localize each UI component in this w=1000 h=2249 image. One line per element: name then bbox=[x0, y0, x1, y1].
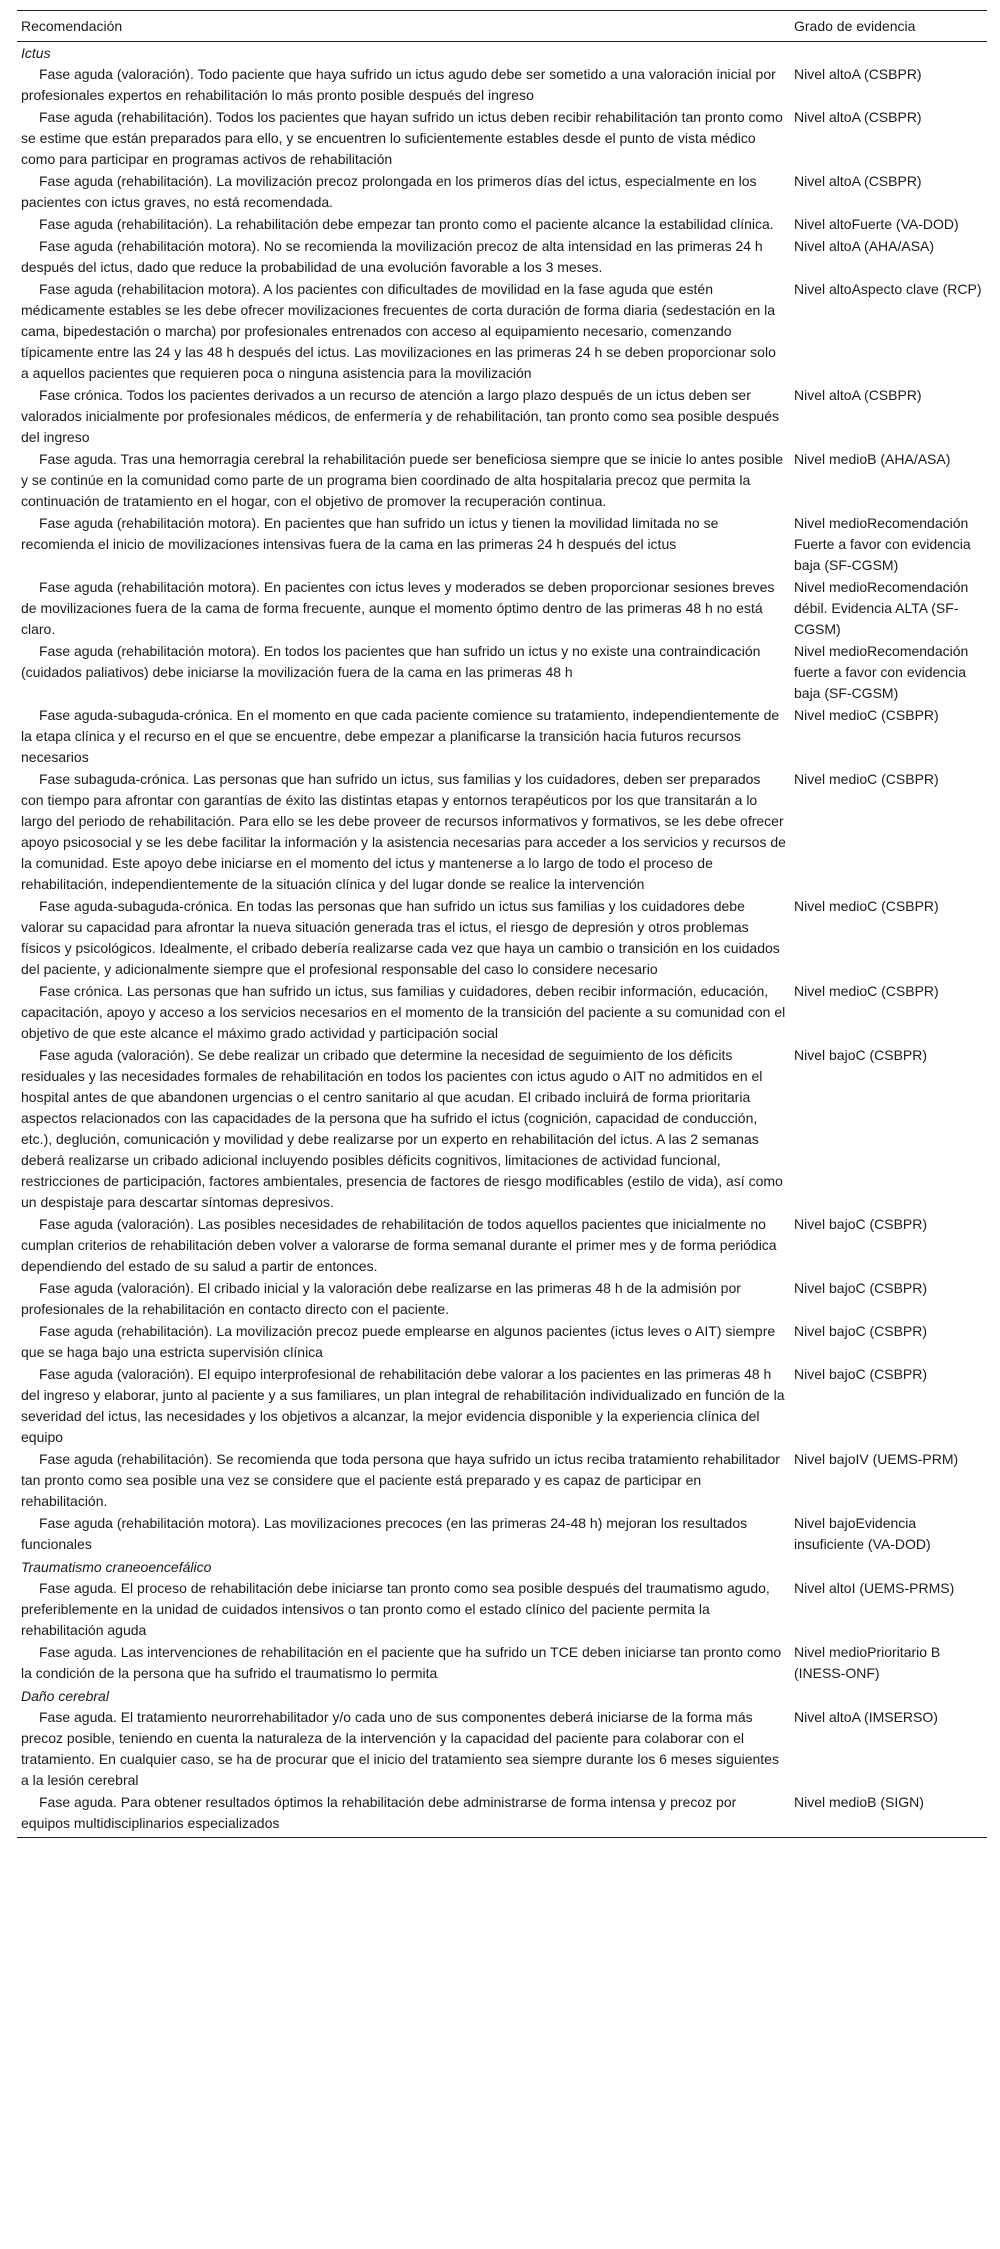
table-row bbox=[17, 1578, 987, 1642]
recommendation-text: Fase aguda-subaguda-crónica. En todas las personas que han sufrido un ictus sus familias y los cuidadores debe valorar su capacidad para afrontar la nueva situación generada tras el ictus, el riesgo de depresión y otros problemas físicos y psicológicos. Idealmente, el cribado debería realizarse cada vez que haya un cambio o transición en los cuidados del paciente, y adicionalmente siempre que el profesional responsable del caso lo considere necesario bbox=[21, 898, 780, 977]
recommendation-text: Fase aguda. Las intervenciones de rehabilitación en el paciente que ha sufrido un TCE deben iniciarse tan pronto como la condición de la persona que ha sufrido el traumatismo lo permita bbox=[21, 1644, 782, 1681]
table-row bbox=[17, 1364, 987, 1449]
recommendation-text: Fase aguda. El tratamiento neurorrehabilitador y/o cada uno de sus componentes deberá iniciarse de la forma más precoz posible, teniendo en cuenta la naturaleza de la intervención y la capacidad del paciente para colaborar con el tratamiento. En cualquier caso, se ha de procurar que el inicio del tratamiento sea siempre durante los 6 meses siguientes a la lesión cerebral bbox=[21, 1709, 779, 1788]
table-row bbox=[17, 896, 987, 981]
header-evidence-grade: Grado de evidencia bbox=[790, 11, 987, 42]
recommendation-text: Fase crónica. Todos los pacientes derivados a un recurso de atención a largo plazo después de un ictus deben ser valorados inicialmente por profesionales médicos, de enfermería y de rehabilitación, tan pronto como sea posible después del ingreso bbox=[21, 387, 779, 445]
evidence-grade: Nivel bajoIV (UEMS-PRM) bbox=[794, 1451, 959, 1467]
table-row bbox=[17, 64, 987, 107]
recommendation-text: Fase subaguda-crónica. Las personas que han sufrido un ictus, sus familias y los cuidadores, deben ser preparados con tiempo para afrontar con garantías de éxito las distintas etapas y entornos terapéuticos por los que transitarán a lo largo del periodo de rehabilitación. Para ello se les debe proveer de recursos informativos y formativos, se les debe ofrecer apoyo psicosocial y se les debe facilitar la información y la asistencia necesarias para acceder a los servicios y recursos de la comunidad. Este apoyo debe iniciarse en el momento del ictus y mantenerse a lo largo de todo el proceso de rehabilitación, independientemente de la situación clínica y del lugar donde se realice la intervención bbox=[21, 771, 786, 892]
evidence-grade: Nivel medioC (CSBPR) bbox=[794, 707, 939, 723]
section-row bbox=[17, 1556, 987, 1578]
evidence-grade: Nivel bajoC (CSBPR) bbox=[794, 1216, 928, 1232]
recommendation-text: Fase aguda (valoración). El cribado inicial y la valoración debe realizarse en las primeras 48 h de la admisión por profesionales de la rehabilitación en contacto directo con el paciente. bbox=[21, 1280, 741, 1317]
table-row bbox=[17, 1449, 987, 1513]
recommendation-text: Fase crónica. Las personas que han sufrido un ictus, sus familias y cuidadores, deben recibir información, educación, capacitación, apoyo y acceso a los servicios necesarios en el momento de la transición del paciente a su comunidad con el objetivo de que este alcance el máximo grado actividad y participación social bbox=[21, 983, 786, 1041]
recommendation-text: Fase aguda. El proceso de rehabilitación debe iniciarse tan pronto como sea posible después del traumatismo agudo, preferiblemente en la unidad de cuidados intensivos o tan pronto como el estado clínico del paciente permita la rehabilitación aguda bbox=[21, 1580, 770, 1638]
recommendation-text: Fase aguda (rehabilitación). La rehabilitación debe empezar tan pronto como el paciente alcance la estabilidad clínica. bbox=[39, 216, 774, 232]
recommendation-text: Fase aguda (rehabilitación). Todos los pacientes que hayan sufrido un ictus deben recibir rehabilitación tan pronto como se estime que están preparados para ello, y se encuentren lo suficientemente estables desde el punto de vista médico como para participar en programas activos de rehabilitación bbox=[21, 109, 783, 167]
table-row bbox=[17, 1792, 987, 1838]
evidence-grade: Nivel altoA (CSBPR) bbox=[794, 109, 922, 125]
evidence-grade: Nivel medioC (CSBPR) bbox=[794, 983, 939, 999]
section-title: Ictus bbox=[21, 45, 51, 61]
table-row bbox=[17, 641, 987, 705]
table-header bbox=[17, 11, 987, 42]
table-row bbox=[17, 577, 987, 641]
recommendation-text: Fase aguda (rehabilitación). Se recomienda que toda persona que haya sufrido un ictus reciba tratamiento rehabilitador tan pronto como sea posible una vez se considere que el paciente está preparado y es capaz de participar en rehabilitación. bbox=[21, 1451, 780, 1509]
evidence-grade: Nivel bajoC (CSBPR) bbox=[794, 1323, 928, 1339]
recommendation-text: Fase aguda-subaguda-crónica. En el momento en que cada paciente comience su tratamiento, independientemente de la etapa clínica y el recurso en el que se encuentre, debe empezar a planificarse la transición hacia futuros recursos necesarios bbox=[21, 707, 780, 765]
evidence-grade: Nivel bajoEvidencia insuficiente (VA-DOD) bbox=[794, 1515, 931, 1552]
table-row bbox=[17, 171, 987, 214]
recommendation-text: Fase aguda (valoración). Se debe realizar un cribado que determine la necesidad de seguimiento de los déficits residuales y las necesidades formales de rehabilitación en todos los pacientes con ictus agudo o AIT no admitidos en el hospital antes de que abandonen urgencias o el centro sanitario al que acudan. El cribado incluirá de forma prioritaria aspectos relacionados con las capacidades de la persona que ha sufrido el ictus (cognición, capacidad de conducción, etc.), deglución, comunicación y movilidad y debe realizarse por un experto en rehabilitación del ictus. A las 2 semanas deberá realizarse un cribado adicional incluyendo posibles déficits cognitivos, limitaciones de actividad funcional, restricciones de participación, factores ambientales, presencia de factores de riesgo modificables (estilo de vida), así como un despistaje para descartar síntomas depresivos. bbox=[21, 1047, 783, 1210]
table-row bbox=[17, 279, 987, 385]
evidence-grade: Nivel medioRecomendación débil. Evidencia ALTA (SF-CGSM) bbox=[794, 579, 969, 637]
evidence-grade: Nivel medioPrioritario B (INESS-ONF) bbox=[794, 1644, 941, 1681]
recommendations-table bbox=[17, 10, 987, 1838]
evidence-grade: Nivel altoI (UEMS-PRMS) bbox=[794, 1580, 955, 1596]
evidence-grade: Nivel altoA (IMSERSO) bbox=[794, 1709, 938, 1725]
table-row bbox=[17, 1513, 987, 1556]
recommendation-text: Fase aguda (rehabilitación). La movilización precoz puede emplearse en algunos pacientes (ictus leves o AIT) siempre que se haga bajo una estricta supervisión clínica bbox=[21, 1323, 776, 1360]
table-row bbox=[17, 107, 987, 171]
table-row bbox=[17, 769, 987, 896]
recommendation-text: Fase aguda. Tras una hemorragia cerebral la rehabilitación puede ser beneficiosa siempre que se inicie lo antes posible y se continúe en la comunidad como parte de un programa bien coordinado de alta hospitalaria precoz que permita la continuación de tratamiento en el hogar, con el objetivo de promover la recuperación continua. bbox=[21, 451, 783, 509]
evidence-grade: Nivel altoA (CSBPR) bbox=[794, 173, 922, 189]
section-title: Traumatismo craneoencefálico bbox=[21, 1559, 212, 1575]
evidence-grade: Nivel bajoC (CSBPR) bbox=[794, 1280, 928, 1296]
recommendation-text: Fase aguda (rehabilitacion motora). A los pacientes con dificultades de movilidad en la fase aguda que estén médicamente estables se les debe ofrecer movilizaciones frecuentes de corta duración de forma diaria (sedestación en la cama, bipedestación o marcha) por profesionales entrenados con acceso al equipamiento necesario, comenzando típicamente entre las 24 y las 48 h después del ictus. Las movilizaciones en las primeras 24 h se deben proporcionar solo a aquellos pacientes que requieren poca o ninguna asistencia para la movilización bbox=[21, 281, 776, 381]
table-row bbox=[17, 449, 987, 513]
recommendation-text: Fase aguda (rehabilitación motora). Las movilizaciones precoces (en las primeras 24-48 h) mejoran los resultados funcionales bbox=[21, 1515, 748, 1552]
recommendation-text: Fase aguda (rehabilitación motora). En pacientes con ictus leves y moderados se deben proporcionar sesiones breves de movilizaciones fuera de la cama de forma frecuente, aunque el momento óptimo dentro de las primeras 48 h no está claro. bbox=[21, 579, 775, 637]
recommendation-text: Fase aguda (rehabilitación motora). No se recomienda la movilización precoz de alta intensidad en las primeras 24 h después del ictus, dado que reduce la probabilidad de una evolución favorable a los 3 meses. bbox=[21, 238, 763, 275]
evidence-grade: Nivel medioC (CSBPR) bbox=[794, 898, 939, 914]
evidence-grade: Nivel medioC (CSBPR) bbox=[794, 771, 939, 787]
table-row bbox=[17, 1214, 987, 1278]
evidence-grade: Nivel medioRecomendación fuerte a favor con evidencia baja (SF-CGSM) bbox=[794, 643, 969, 701]
header-row bbox=[17, 11, 987, 42]
evidence-grade: Nivel medioB (AHA/ASA) bbox=[794, 451, 951, 467]
table-row bbox=[17, 1707, 987, 1792]
table-row bbox=[17, 705, 987, 769]
section-row bbox=[17, 42, 987, 65]
recommendation-text: Fase aguda (rehabilitación motora). En todos los pacientes que han sufrido un ictus y no existe una contraindicación (cuidados paliativos) debe iniciarse la movilización fuera de la cama en las primeras 48 h bbox=[21, 643, 761, 680]
table-row bbox=[17, 385, 987, 449]
recommendation-text: Fase aguda (rehabilitación motora). En pacientes que han sufrido un ictus y tienen la movilidad limitada no se recomienda el inicio de movilizaciones intensivas fuera de la cama en las primeras 24 h después del ictus bbox=[21, 515, 719, 552]
table-row bbox=[17, 981, 987, 1045]
recommendation-text: Fase aguda (rehabilitación). La movilización precoz prolongada en los primeros días del ictus, especialmente en los pacientes con ictus graves, no está recomendada. bbox=[21, 173, 757, 210]
evidence-grade: Nivel medioRecomendación Fuerte a favor con evidencia baja (SF-CGSM) bbox=[794, 515, 971, 573]
recommendation-text: Fase aguda. Para obtener resultados óptimos la rehabilitación debe administrarse de forma intensa y precoz por equipos multidisciplinarios especializados bbox=[17, 1792, 790, 1838]
evidence-grade: Nivel bajoC (CSBPR) bbox=[794, 1366, 928, 1382]
table-row bbox=[17, 1642, 987, 1685]
table-row bbox=[17, 1278, 987, 1321]
recommendation-text: Fase aguda (valoración). El equipo interprofesional de rehabilitación debe valorar a los pacientes en las primeras 48 h del ingreso y elaborar, junto al paciente y a sus familiares, un plan integral de rehabilitación individualizado en función de la severidad del ictus, las necesidades y los objetivos a alcanzar, la mejor evidencia disponible y la experiencia clínica del equipo bbox=[21, 1366, 785, 1445]
recommendation-text: Fase aguda (valoración). Todo paciente que haya sufrido un ictus agudo debe ser sometido a una valoración inicial por profesionales expertos en rehabilitación lo más pronto posible después del ingreso bbox=[21, 66, 776, 103]
recommendation-text: Fase aguda (valoración). Las posibles necesidades de rehabilitación de todos aquellos pacientes que inicialmente no cumplan criterios de rehabilitación deben volver a valorarse de forma semanal durante el primer mes y de forma periódica dependiendo del estado de su salud a partir de entonces. bbox=[21, 1216, 777, 1274]
evidence-grade: Nivel altoAspecto clave (RCP) bbox=[794, 281, 982, 297]
table-row bbox=[17, 1045, 987, 1214]
section-title: Daño cerebral bbox=[21, 1688, 109, 1704]
evidence-grade: Nivel altoA (CSBPR) bbox=[794, 66, 922, 82]
header-recommendation: Recomendación bbox=[17, 11, 790, 42]
evidence-grade: Nivel medioB (SIGN) bbox=[790, 1792, 987, 1838]
evidence-grade: Nivel altoA (CSBPR) bbox=[794, 387, 922, 403]
section-row bbox=[17, 1685, 987, 1707]
table-row bbox=[17, 214, 987, 236]
evidence-grade: Nivel altoA (AHA/ASA) bbox=[794, 238, 935, 254]
evidence-grade: Nivel bajoC (CSBPR) bbox=[794, 1047, 928, 1063]
table-row bbox=[17, 1321, 987, 1364]
evidence-grade: Nivel altoFuerte (VA-DOD) bbox=[794, 216, 959, 232]
table-body bbox=[17, 42, 987, 1838]
table-row bbox=[17, 513, 987, 577]
table-row bbox=[17, 236, 987, 279]
